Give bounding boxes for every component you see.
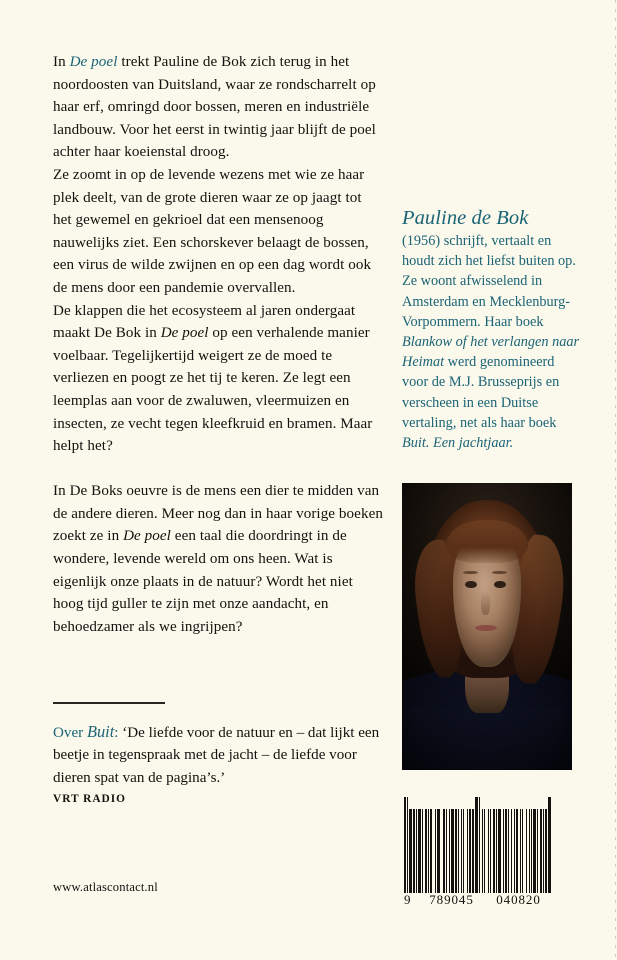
quote-book-title: Buit xyxy=(86,721,115,741)
quote-divider-rule xyxy=(53,702,165,704)
blurb-text-block xyxy=(53,51,383,638)
quote-text xyxy=(53,721,383,790)
blurb-paragraph-3 xyxy=(53,300,383,458)
press-quote-block xyxy=(53,702,383,805)
author-bio-text xyxy=(402,231,580,453)
spine-fold-marker xyxy=(615,0,616,960)
blurb-p4-part-b: een taal die doordringt in de wondere, levende wereld om ons heen. Wat is eigenlijk onze plaats in de natuur? Wordt het niet hoog tijd guller te zijn met onze aandacht, en behoedzamer als we ingrijpen? xyxy=(53,528,353,635)
portrait-vignette xyxy=(402,483,572,770)
book-title-inline-1: De poel xyxy=(69,54,118,70)
blurb-p3-part-a: De klappen die het ecosysteem al jaren ondergaat maakt De Bok in xyxy=(53,302,356,342)
publisher-website-url[interactable]: www.atlascontact.nl xyxy=(53,880,158,894)
barcode-digit-group-2: 040820 xyxy=(496,892,541,907)
blurb-p1-part-b: trekt Pauline de Bok zich terug in het noordoosten van Duitsland, waar ze rondscharrelt op haar erf, omringd door bossen, meren en industriële landbouw. Voor het eerst in twintig jaar blijft de poel achter haar koeienstal droog. xyxy=(53,54,376,161)
blurb-p4-part-a: In De Boks oeuvre is de mens een dier te midden van de andere dieren. Meer nog dan in haar vorige boeken zoekt ze in xyxy=(53,483,383,545)
book-title-inline-3: De poel xyxy=(123,528,171,545)
bio-book-title-blankow: Blankow of het verlangen naar Heimat xyxy=(402,334,580,371)
bio-part-3: werd genomineerd voor de M.J. Brusseprijs en verscheen in een Duitse vertaling, net als haar boek xyxy=(402,354,560,431)
bio-book-title-buit: Buit. Een jachtjaar. xyxy=(402,435,514,452)
quote-lead-prefix: Over xyxy=(53,724,87,741)
quote-lead-suffix: : xyxy=(114,724,119,741)
isbn-barcode xyxy=(404,797,554,908)
blurb-p1-part-a: In xyxy=(53,54,70,70)
author-bio-block xyxy=(402,206,580,453)
barcode-digits xyxy=(404,892,554,908)
blurb-paragraph-4 xyxy=(53,480,383,638)
barcode-bar xyxy=(551,797,553,893)
quote-lead xyxy=(53,721,119,741)
blurb-paragraph-2: Ze zoomt in op de levende wezens met wie ze haar plek deelt, van de grote dieren waar ze op jaagt tot het gewemel en gekrioel dat een mensenoog nauwelijks ziet. Een schorskever belaagt de bossen, een virus de wilde zwijnen en op een dag wordt ook de mens door een pandemie overvallen. xyxy=(53,166,372,296)
quote-source: VRT RADIO xyxy=(53,793,126,806)
blurb-paragraph-1 xyxy=(53,51,383,164)
book-title-inline-2: De poel xyxy=(160,325,209,342)
barcode-digit-first: 9 xyxy=(404,892,412,907)
blurb-p3-part-b: op een verhalende manier voelbaar. Tegelijkertijd weigert ze de moed te verliezen en poogt ze het tij te keren. Ze legt een leemplas aan voor de zwaluwen, vleermuizen en insecten, ze vecht tegen kleefkruid en bramen. Maar helpt het? xyxy=(53,325,373,455)
barcode-digit-group-1: 789045 xyxy=(429,892,474,907)
barcode-bars xyxy=(404,797,554,893)
author-portrait-photo xyxy=(402,483,572,770)
bio-part-1: (1956) schrijft, vertaalt en houdt zich het liefst buiten op. Ze woont afwisselend in Amsterdam en Mecklenburg-Vorpommern. Haar boek xyxy=(402,233,576,330)
author-name: Pauline de Bok xyxy=(402,207,529,229)
quote-body: ‘De liefde voor de natuur en – dat lijkt een beetje in tegenspraak met de jacht – de liefde voor dieren spat van de pagina’s.’ xyxy=(53,724,380,786)
